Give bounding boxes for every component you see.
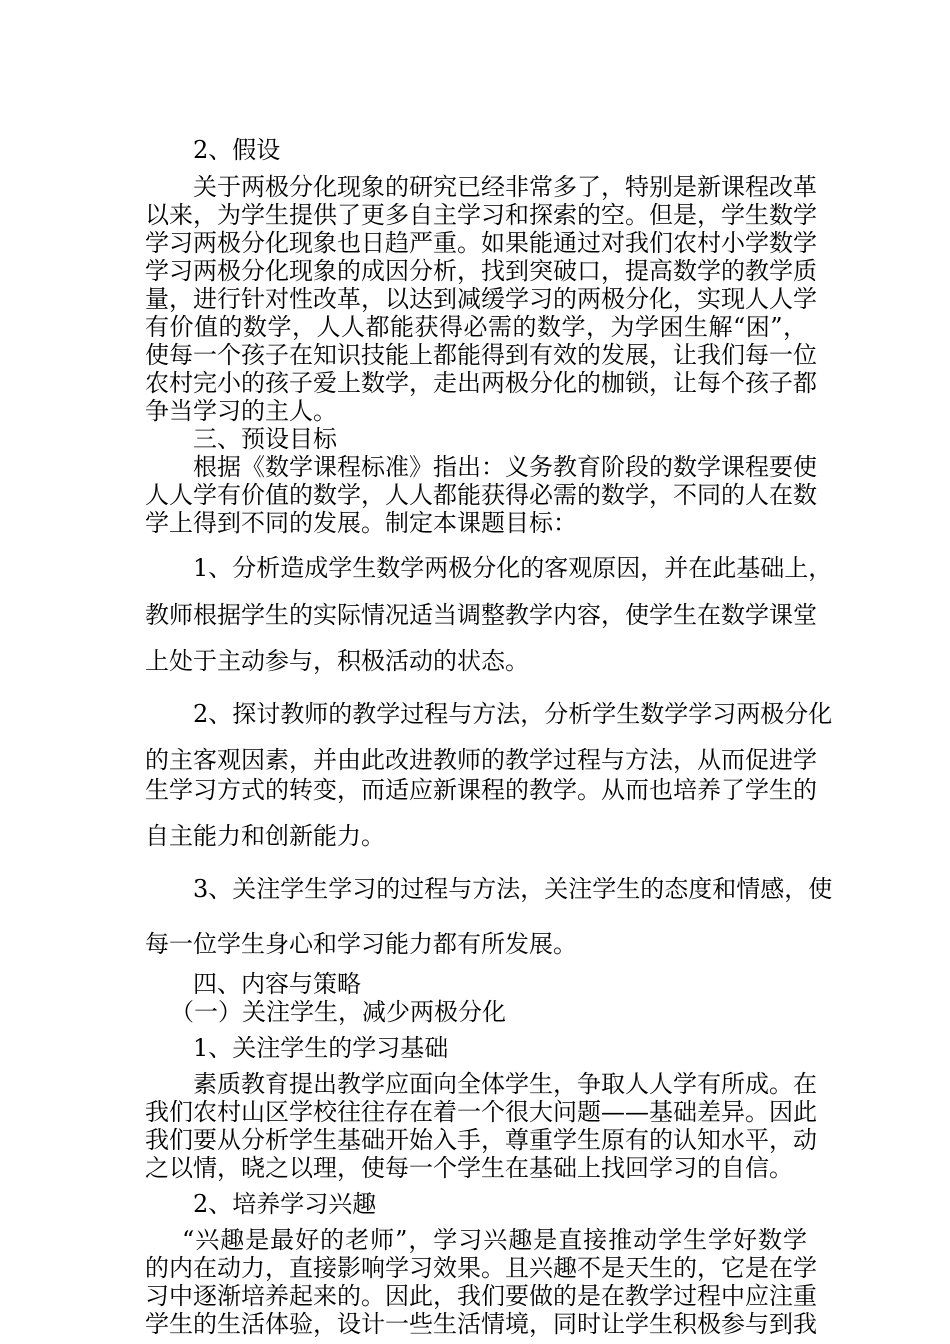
paragraph-line: 学生的生活体验，设计一些生活情境，同时让学生积极参与到我 [145,1310,817,1338]
paragraph-line: 学习两极分化现象的成因分析，找到突破口，提高数学的教学质 [145,257,817,285]
paragraph-line: 根据《数学课程标准》指出：义务教育阶段的数学课程要使 [193,453,817,481]
paragraph-line: 人人学有价值的数学，人人都能获得必需的数学，不同的人在数 [145,481,817,509]
paragraph-line: 之以情，晓之以理，使每一个学生在基础上找回学习的自信。 [145,1154,793,1182]
paragraph-line: 习中逐渐培养起来的。因此，我们要做的是在教学过程中应注重 [145,1282,817,1310]
paragraph-line: 有价值的数学，人人都能获得必需的数学，为学困生解“困”， [145,313,807,341]
paragraph-line: 关于两极分化现象的研究已经非常多了，特别是新课程改革 [193,173,817,201]
paragraph-line: 学上得到不同的发展。制定本课题目标： [145,509,577,537]
heading-goals: 三、预设目标 [193,425,337,453]
paragraph-line: 的主客观因素，并由此改进教师的教学过程与方法，从而促进学 [145,746,817,774]
paragraph-line: 我们农村山区学校往往存在着一个很大问题——基础差异。因此 [145,1098,817,1126]
paragraph-line: 争当学习的主人。 [145,397,337,425]
paragraph-line: 生学习方式的转变，而适应新课程的教学。从而也培养了学生的 [145,776,817,804]
paragraph-line: 上处于主动参与，积极活动的状态。 [145,647,529,675]
heading-content: 四、内容与策略 [193,970,361,998]
heading-basis: 1、关注学生的学习基础 [193,1034,449,1062]
paragraph-line: 1、分析造成学生数学两极分化的客观原因，并在此基础上， [193,554,833,582]
heading-sub1: （一）关注学生，减少两极分化 [170,998,506,1026]
paragraph-line: 以来，为学生提供了更多自主学习和探索的空。但是，学生数学 [145,201,817,229]
paragraph-line: 素质教育提出教学应面向全体学生，争取人人学有所成。在 [193,1070,817,1098]
paragraph-line: 3、关注学生学习的过程与方法，关注学生的态度和情感，使 [193,875,833,903]
paragraph-line: 教师根据学生的实际情况适当调整教学内容，使学生在数学课堂 [145,601,817,629]
paragraph-line: 学习两极分化现象也日趋严重。如果能通过对我们农村小学数学 [145,229,817,257]
heading-hypothesis: 2、假设 [193,136,281,164]
paragraph-line: 自主能力和创新能力。 [145,822,385,850]
paragraph-line: 每一位学生身心和学习能力都有所发展。 [145,930,577,958]
paragraph-line: “兴趣是最好的老师”，学习兴趣是直接推动学生学好数学 [182,1226,807,1254]
paragraph-line: 2、探讨教师的教学过程与方法，分析学生数学学习两极分化 [193,700,833,728]
paragraph-line: 使每一个孩子在知识技能上都能得到有效的发展，让我们每一位 [145,341,817,369]
paragraph-line: 农村完小的孩子爱上数学，走出两极分化的枷锁，让每个孩子都 [145,369,817,397]
paragraph-line: 的内在动力，直接影响学习效果。且兴趣不是天生的，它是在学 [145,1254,817,1282]
paragraph-line: 量，进行针对性改革，以达到减缓学习的两极分化，实现人人学 [145,285,817,313]
heading-interest: 2、培养学习兴趣 [193,1190,377,1218]
paragraph-line: 我们要从分析学生基础开始入手，尊重学生原有的认知水平，动 [145,1126,817,1154]
